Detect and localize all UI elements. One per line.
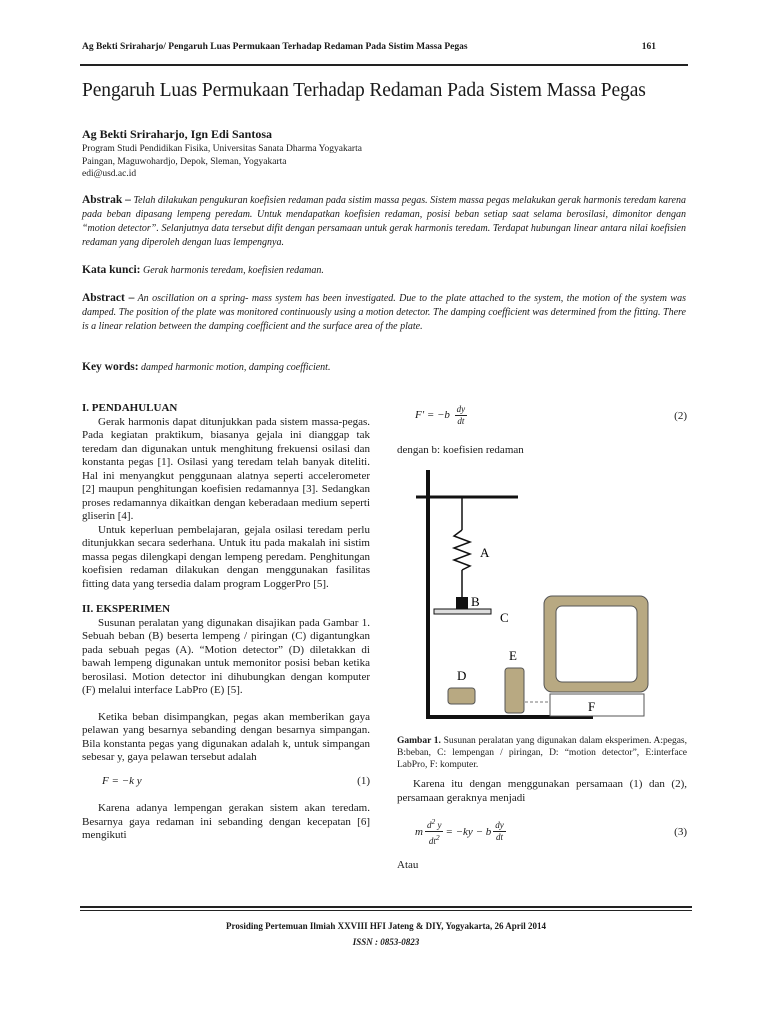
equation-2-number: (2) — [674, 409, 687, 422]
paragraph: Susunan peralatan yang digunakan disajikan pada Gambar 1. Sebuah beban (B) beserta lempeng / piringan (C) digantungkan pada sebuah pegas (A). “Motion detector” (D) diletakkan di bawah lempeng digunakan untuk memonitor posisi beban ketika berosilasi. Motion detector ini dihubungkan dengan komputer (F) melalui interface LabPro (E) [5]. — [82, 616, 370, 696]
issn: ISSN : 0853-0823 — [352, 937, 420, 947]
label-d: D — [457, 668, 467, 683]
footer-rule — [80, 910, 692, 911]
equation-3-body: m $\frac{d^2 y}{dt^2}$ = −ky − b $\frac{dy}{dt}$ — [415, 817, 504, 846]
left-column — [82, 402, 370, 843]
computer-base — [550, 694, 644, 716]
label-b: B — [471, 594, 480, 609]
section-heading-pendahuluan: I. PENDAHULUAN — [82, 402, 178, 414]
kata-kunci-text: Gerak harmonis teredam, koefisien redaman. — [142, 265, 324, 276]
page-number: 161 — [641, 42, 656, 52]
paper-title: Pengaruh Luas Permukaan Terhadap Redaman Pada Sistem Massa Pegas — [82, 80, 646, 101]
label-e: E — [509, 648, 517, 663]
key-words-label: Key words: — [82, 361, 139, 373]
equation-3 — [397, 816, 687, 847]
key-words — [82, 361, 330, 373]
paragraph: Gerak harmonis dapat ditunjukkan pada sistem massa-pegas. Pada kegiatan praktikum, biasanya gejala ini dianggap tak teredam dan digunakan untuk menghitung frekuensi osilasi dan konstanta pegas [1]. Osilasi yang teredam telah banyak diteliti. Hal ini menyangkut penggunaan alatnya seperti accelerometer [2] maupun penghitungan koefisien redamannya [3]. Sedangkan proses redamannya dikaitkan dengan keberadaan medium seperti gliserin [4]. — [82, 415, 370, 522]
equation-2 — [397, 404, 687, 427]
paragraph: Karena itu dengan menggunakan persamaan (1) dan (2), persamaan geraknya menjadi — [397, 778, 687, 804]
header-rule — [80, 64, 688, 66]
paragraph: Karena adanya lempengan gerakan sistem akan teredam. Besarnya gaya redaman ini sebanding dengan kecepatan [6] mengikuti — [82, 802, 370, 841]
label-f: F — [588, 699, 596, 714]
footer-rule — [80, 906, 692, 908]
author-email[interactable]: edi@usd.ac.id — [82, 169, 137, 179]
footer — [80, 918, 692, 950]
kata-kunci-label: Kata kunci: — [82, 264, 141, 276]
abstract-label: Abstract – — [82, 292, 135, 304]
equation-1 — [102, 775, 370, 789]
equation-2-description: dengan b: koefisien redaman — [397, 444, 524, 456]
paragraph: Ketika beban disimpangkan, pegas akan memberikan gaya pelawan yang besarnya sebanding dengan besarnya simpangan. Bila konstanta pegas yang digunakan adalah k, untuk simpangan sebesar y, gaya pelawan tersebut adalah — [82, 710, 370, 763]
paragraph: Untuk keperluan pembelajaran, gejala osilasi teredam perlu ditunjukkan secara sederhana. Untuk itu pada makalah ini sistim massa pegas dilengkapi dengan lempeng peredam. Penghitungan koefisien redaman dilakukan dengan menggunakan fasilitas fitting data yang tersedia dalam program LoggerPro [5]. — [82, 523, 370, 590]
fraction-dy-dt: $\frac{dy}{dt}$ — [456, 404, 466, 426]
affiliation-line-2: Paingan, Maguwohardjo, Depok, Sleman, Yogyakarta — [82, 156, 287, 167]
atau-text: Atau — [397, 859, 419, 871]
running-title: Ag Bekti Sriraharjo/ Pengaruh Luas Permukaan Terhadap Redaman Pada Sistim Massa Pegas — [82, 42, 468, 52]
damping-plate — [434, 609, 491, 614]
authors: Ag Bekti Sriraharjo, Ign Edi Santosa — [82, 127, 273, 141]
equation-1-body: F = −k y — [102, 774, 142, 787]
section-heading-eksperimen: II. EKSPERIMEN — [82, 603, 171, 615]
abstrak — [82, 193, 686, 250]
kata-kunci — [82, 264, 324, 276]
mass-block — [456, 597, 468, 609]
caption-text: Susunan peralatan yang digunakan dalam eksperimen. A:pegas, B:beban, C: lempengan / piringan, D: “motion detector”, E:interface LabPro, F: komputer. — [397, 736, 688, 770]
figure-1-caption — [397, 735, 687, 771]
motion-detector — [448, 688, 475, 704]
abstrak-label: Abstrak – — [82, 194, 131, 206]
spring — [454, 497, 470, 597]
equation-3-number: (3) — [674, 825, 687, 838]
caption-label: Gambar 1. — [397, 736, 441, 746]
labpro-interface — [505, 668, 524, 713]
abstract — [82, 291, 686, 334]
key-words-text: damped harmonic motion, damping coefficient. — [141, 362, 331, 373]
affiliation-line-1: Program Studi Pendidikan Fisika, Universitas Sanata Dharma Yogyakarta — [82, 144, 362, 154]
proceedings-title: Prosiding Pertemuan Ilmiah XXVIII HFI Jateng & DIY, Yogyakarta, 26 April 2014 — [226, 921, 546, 931]
abstract-text: An oscillation on a spring- mass system has been investigated. Due to the plate attached to the system, the motion of the system was damped. The position of the plate was monitored continuously using a motion detector. The damping coefficient was determined from the fitting. There is a linear relation between the damping coefficient and the surface area of the plate. — [82, 293, 686, 332]
affiliation — [82, 143, 362, 181]
running-header — [82, 42, 656, 52]
monitor-screen — [556, 606, 637, 682]
abstrak-text: Telah dilakukan pengukuran koefisien redaman pada sistim massa pegas. Sistem massa pegas melakukan gerak harmonis teredam karena pada beban dipasang lempeng peredam. Untuk mendapatkan koefisien redaman, posisi beban setiap saat selama berosilasi, dimonitor dengan “motion detector”. Selanjutnya data tersebut difit dengan persamaan untuk gerak harmonis teredam. Terdapat hubungan linear antara nilai koefisien redaman yang diperoleh dengan luas lempengnya. — [82, 195, 686, 248]
equation-2-lhs: F' = −b — [415, 409, 450, 422]
label-a: A — [480, 545, 490, 560]
figure-1-apparatus — [398, 462, 690, 724]
equation-1-number: (1) — [357, 774, 370, 787]
label-c: C — [500, 610, 509, 625]
